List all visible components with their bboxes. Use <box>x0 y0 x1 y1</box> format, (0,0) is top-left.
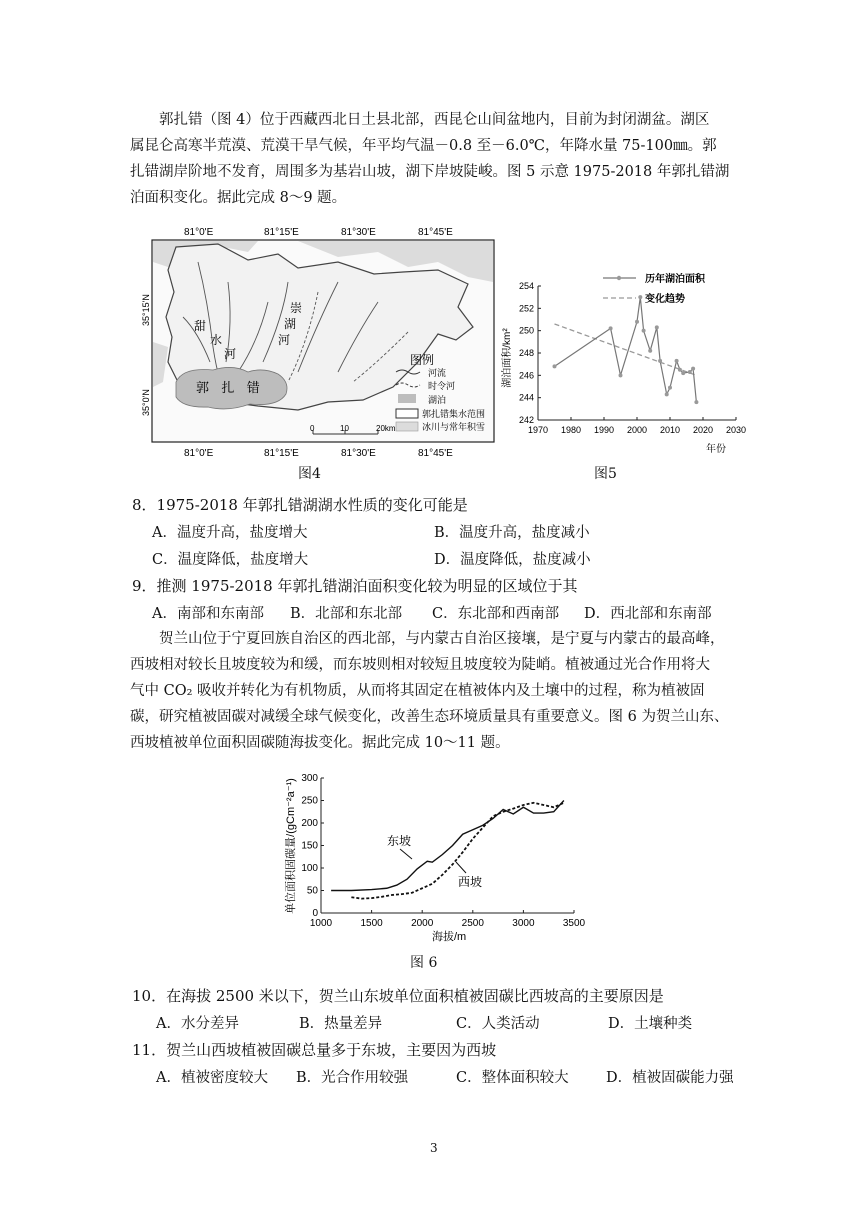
fig6-ytick-label: 250 <box>301 795 318 807</box>
label-chonghu-1: 崇 <box>290 301 303 315</box>
passage-2-line-1: 贺兰山位于宁夏回族自治区的西北部，与内蒙古自治区接壤，是宁夏与内蒙古的最高峰， <box>159 631 725 647</box>
fig5-xtick-label: 1980 <box>560 425 582 435</box>
fig5-ytick-label: 248 <box>518 348 534 358</box>
passage-2-line-5: 西坡植被单位面积固碳随海拔变化。据此完成 10～11 题。 <box>130 735 510 751</box>
fig5-data-point <box>658 359 662 363</box>
fig5-xtick-label: 2020 <box>692 425 714 435</box>
fig6-ytick-label: 100 <box>301 863 318 874</box>
passage-1-line-1: 郭扎错（图 4）位于西藏西北日土县北部，西昆仑山间盆地内，目前为封闭湖盆。湖区 <box>159 112 710 128</box>
q11-option-d[interactable]: D．植被固碳能力强 <box>606 1070 734 1086</box>
map-left-tick-2: 35°0'N <box>141 389 151 416</box>
passage-1-line-4: 泊面积变化。据此完成 8～9 题。 <box>130 190 347 206</box>
q10-option-d[interactable]: D．土壤种类 <box>608 1016 693 1032</box>
fig5-legend <box>603 272 706 305</box>
fig5-xtick-label: 2030 <box>725 425 747 435</box>
figure-6-caption: 图 6 <box>410 955 438 971</box>
fig6-east-label: 东坡 <box>387 834 412 848</box>
fig5-data-point <box>665 392 669 396</box>
map-top-tick-2: 81°15'E <box>264 227 299 238</box>
legend-seasonal-river: 时令河 <box>428 381 456 391</box>
fig5-data-point <box>642 329 646 333</box>
fig5-xtick-label: 1990 <box>593 425 615 435</box>
fig5-data-point <box>635 320 639 324</box>
map-left-tick-1: 35°15'N <box>141 294 151 326</box>
fig5-xtick-label: 1970 <box>527 425 549 435</box>
fig6-xtick-label: 3500 <box>562 918 586 929</box>
fig5-ytick-label: 254 <box>518 281 534 291</box>
fig5-ytick-label: 246 <box>518 370 534 381</box>
fig5-data-point <box>553 364 557 368</box>
map-top-tick-3: 81°30'E <box>341 227 376 238</box>
fig6-xtick-label: 3000 <box>512 918 535 929</box>
q8-option-b[interactable]: B．温度升高，盐度减小 <box>434 525 590 541</box>
fig6-ylabel: 单位面积固碳量/(gCm⁻²a⁻¹) <box>285 778 297 914</box>
fig5-data-point <box>691 367 695 371</box>
fig6-ytick-label: 0 <box>312 908 318 919</box>
fig6-plot-area <box>301 773 585 929</box>
fig5-xlabel: 年份 <box>706 444 726 455</box>
fig5-data-point <box>675 359 679 363</box>
figure-5-caption: 图5 <box>594 466 617 482</box>
q8-option-d[interactable]: D．温度降低，盐度减小 <box>434 552 591 568</box>
passage-1 <box>130 107 740 211</box>
fig6-xtick-label: 2500 <box>461 918 484 929</box>
legend-river: 河流 <box>428 368 447 378</box>
label-tianshui-1: 甜 <box>194 319 207 333</box>
passage-1-line-3: 扎错湖岸阶地不发育，周围多为基岩山坡，湖下岸坡陡峻。图 5 示意 1975-2018 年郭扎错湖 <box>130 164 730 180</box>
q9-option-b[interactable]: B．北部和东北部 <box>290 606 403 622</box>
map-bottom-tick-4: 81°45'E <box>418 448 453 459</box>
map-bottom-tick-1: 81°0'E <box>184 448 214 459</box>
figure-4-caption: 图4 <box>298 466 321 482</box>
figure-5-chart <box>498 265 756 460</box>
question-9-stem: 9．推测 1975-2018 年郭扎错湖泊面积变化较为明显的区域位于其 <box>132 577 578 595</box>
q11-option-a[interactable]: A．植被密度较大 <box>156 1070 268 1086</box>
fig6-xlabel: 海拔/m <box>432 931 467 943</box>
fig5-xtick-label: 2000 <box>626 425 648 435</box>
passage-1-line-2: 属昆仑高寒半荒漠、荒漠干旱气候，年平均气温－0.8 至－6.0℃，年降水量 75-100㎜。郭 <box>130 138 717 154</box>
map-bottom-tick-3: 81°30'E <box>341 448 376 459</box>
label-tianshui-3: 河 <box>224 347 237 361</box>
scale-0: 0 <box>310 424 315 433</box>
fig6-xtick-label: 1000 <box>309 918 333 929</box>
fig5-data-point <box>648 349 652 353</box>
fig6-xtick-label: 1500 <box>360 918 383 929</box>
q10-option-a[interactable]: A．水分差异 <box>156 1016 239 1032</box>
figure-6-chart <box>284 768 594 946</box>
legend-glacier: 冰川与常年积雪 <box>422 422 486 432</box>
label-chonghu-2: 湖 <box>284 317 297 331</box>
fig6-east-slope-line <box>331 801 564 891</box>
fig5-ytick-label: 252 <box>518 303 534 314</box>
q10-option-c[interactable]: C．人类活动 <box>456 1016 540 1032</box>
fig5-xtick-label: 2010 <box>659 425 681 435</box>
label-chonghu-3: 河 <box>278 333 291 347</box>
map-top-tick-1: 81°0'E <box>184 227 214 238</box>
q10-option-b[interactable]: B．热量差异 <box>299 1016 383 1032</box>
fig6-ytick-label: 300 <box>301 773 318 784</box>
fig5-ytick-label: 250 <box>518 325 534 336</box>
fig5-data-point <box>694 400 698 404</box>
page-number: 3 <box>430 1141 438 1155</box>
legend-lake: 湖泊 <box>428 395 447 405</box>
q8-option-c[interactable]: C．温度降低，盐度增大 <box>152 552 309 568</box>
fig5-data-point <box>609 326 613 330</box>
fig5-data-point <box>619 373 623 377</box>
fig5-data-point <box>678 368 682 372</box>
label-tianshui-2: 水 <box>210 333 223 347</box>
fig6-west-label: 西坡 <box>458 875 483 889</box>
passage-2-line-4: 碳，研究植被固碳对减缓全球气候变化，改善生态环境质量具有重要意义。图 6 为贺兰山东、 <box>130 709 729 725</box>
fig5-legend-trend: 变化趋势 <box>645 294 685 305</box>
fig6-ytick-label: 50 <box>306 885 318 897</box>
q9-option-c[interactable]: C．东北部和西南部 <box>432 606 560 622</box>
fig5-legend-series: 历年湖泊面积 <box>645 274 705 285</box>
map-top-tick-4: 81°45'E <box>418 227 453 238</box>
fig5-plot-area <box>519 281 746 435</box>
fig5-data-point <box>681 371 685 375</box>
scale-20km: 20km <box>376 424 396 433</box>
question-10-stem: 10．在海拔 2500 米以下，贺兰山东坡单位面积植被固碳比西坡高的主要原因是 <box>132 987 664 1005</box>
legend-catchment: 郭扎错集水范围 <box>422 409 486 419</box>
fig6-xtick-label: 2000 <box>411 918 434 929</box>
fig6-east-pointer <box>400 849 412 859</box>
figure-4-map <box>138 222 504 462</box>
fig5-ylabel: 湖泊面积/km² <box>502 328 513 388</box>
label-lake: 郭 扎 错 <box>196 381 260 396</box>
q11-option-b[interactable]: B．光合作用较强 <box>296 1070 409 1086</box>
question-11-stem: 11．贺兰山西坡植被固碳总量多于东坡，主要因为西坡 <box>132 1041 497 1059</box>
question-8-stem: 8．1975-2018 年郭扎错湖湖水性质的变化可能是 <box>132 496 468 514</box>
fig6-west-pointer <box>456 862 466 873</box>
fig5-data-point <box>668 386 672 390</box>
fig5-ytick-label: 244 <box>518 392 534 403</box>
q9-option-a[interactable]: A．南部和东南部 <box>152 606 264 622</box>
q8-option-a[interactable]: A．温度升高，盐度增大 <box>152 525 308 541</box>
map-bottom-tick-2: 81°15'E <box>264 448 299 459</box>
legend-title: 图例 <box>410 353 435 367</box>
scale-10: 10 <box>340 424 349 433</box>
fig5-data-point <box>688 370 692 374</box>
passage-2-line-3: 气中 CO₂ 吸收并转化为有机物质，从而将其固定在植被体内及土壤中的过程，称为植被固 <box>130 683 705 699</box>
passage-2-line-2: 西坡相对较长且坡度较为和缓，而东坡则相对较短且坡度较为陡峭。植被通过光合作用将大 <box>130 657 710 673</box>
fig5-data-point <box>638 295 642 299</box>
q11-option-c[interactable]: C．整体面积较大 <box>456 1070 569 1086</box>
fig5-ytick-label: 242 <box>518 415 534 425</box>
fig6-ytick-label: 150 <box>301 840 318 852</box>
q9-option-d[interactable]: D．西北部和东南部 <box>584 606 712 622</box>
fig5-data-point <box>655 325 659 329</box>
fig6-ytick-label: 200 <box>301 818 318 829</box>
passage-2 <box>130 626 740 756</box>
